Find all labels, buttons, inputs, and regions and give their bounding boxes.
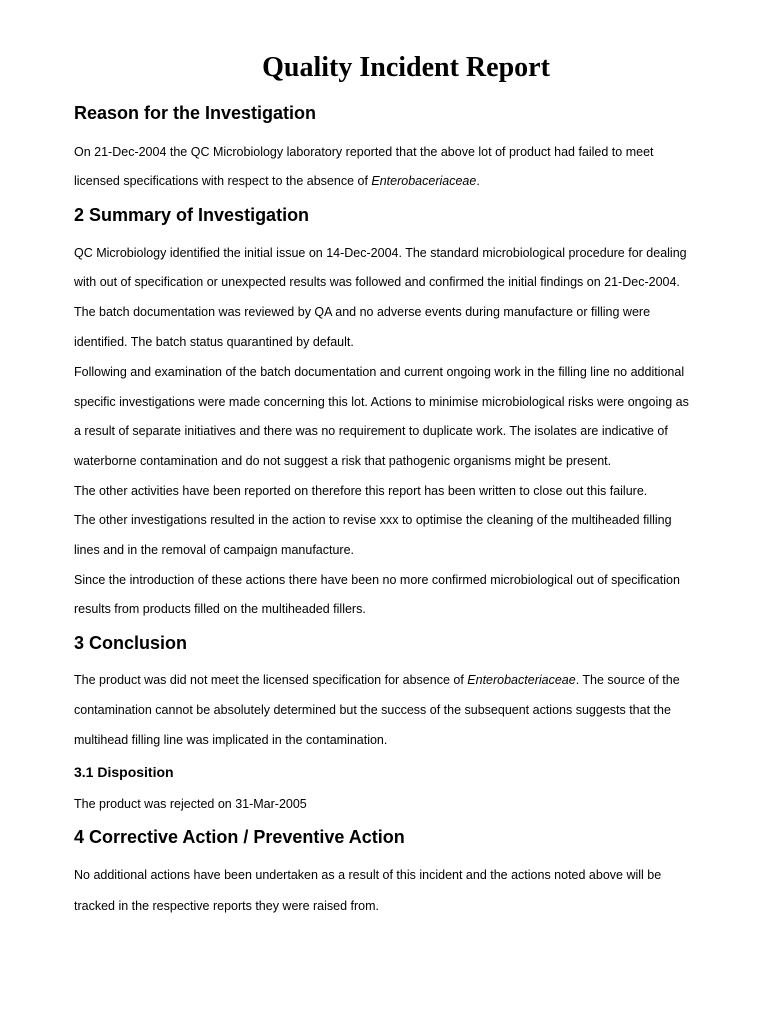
paragraph-line: a result of separate initiatives and there was no requirement to duplicate work. The isolates are indicative of [74, 424, 668, 438]
organism-name: Enterobaceriaceae [371, 174, 477, 188]
paragraph-line: On 21-Dec-2004 the QC Microbiology laboratory reported that the above lot of product had failed to meet [74, 145, 654, 159]
paragraph-line: with out of specification or unexpected results was followed and confirmed the initial findings on 21-Dec-2004. [74, 275, 680, 289]
paragraph-line: Following and examination of the batch documentation and current ongoing work in the filling line no additional [74, 365, 685, 379]
paragraph-line: The product was rejected on 31-Mar-2005 [74, 797, 307, 811]
section-heading-conclusion: 3 Conclusion [74, 633, 188, 653]
paragraph-line: waterborne contamination and do not suggest a risk that pathogenic organisms might be present. [74, 454, 612, 468]
paragraph-line: results from products filled on the multiheaded fillers. [74, 602, 366, 616]
paragraph-line: licensed specifications with respect to the absence of Enterobaceriaceae. [74, 174, 480, 188]
section-heading-reason: Reason for the Investigation [74, 103, 317, 123]
paragraph-line: specific investigations were made concerning this lot. Actions to minimise microbiological risks were ongoing as [74, 395, 689, 409]
paragraph-line: The batch documentation was reviewed by QA and no adverse events during manufacture or filling were [74, 305, 651, 319]
paragraph-line: tracked in the respective reports they were raised from. [74, 899, 379, 913]
paragraph-line: The other investigations resulted in the action to revise xxx to optimise the cleaning of the multiheaded filling [74, 513, 672, 527]
section-heading-disposition: 3.1 Disposition [74, 764, 174, 780]
paragraph-line: lines and in the removal of campaign manufacture. [74, 543, 355, 557]
document-title: Quality Incident Report [262, 52, 550, 83]
paragraph-line: The product was did not meet the licensed specification for absence of Enterobacteriaceae. The source of the [74, 673, 680, 687]
paragraph-line: The other activities have been reported on therefore this report has been written to close out this failure. [74, 484, 648, 498]
paragraph-line: multihead filling line was implicated in the contamination. [74, 733, 388, 747]
paragraph-line: QC Microbiology identified the initial issue on 14-Dec-2004. The standard microbiological procedure for dealing [74, 246, 687, 260]
paragraph-line: identified. The batch status quarantined by default. [74, 335, 354, 349]
organism-name: Enterobacteriaceae [467, 673, 576, 687]
paragraph-line: No additional actions have been undertaken as a result of this incident and the actions noted above will be [74, 868, 662, 882]
paragraph-line: Since the introduction of these actions there have been no more confirmed microbiological out of specification [74, 573, 680, 587]
paragraph-line: contamination cannot be absolutely determined but the success of the subsequent actions suggests that the [74, 703, 671, 717]
section-heading-summary: 2 Summary of Investigation [74, 205, 310, 225]
section-heading-capa: 4 Corrective Action / Preventive Action [74, 827, 405, 847]
